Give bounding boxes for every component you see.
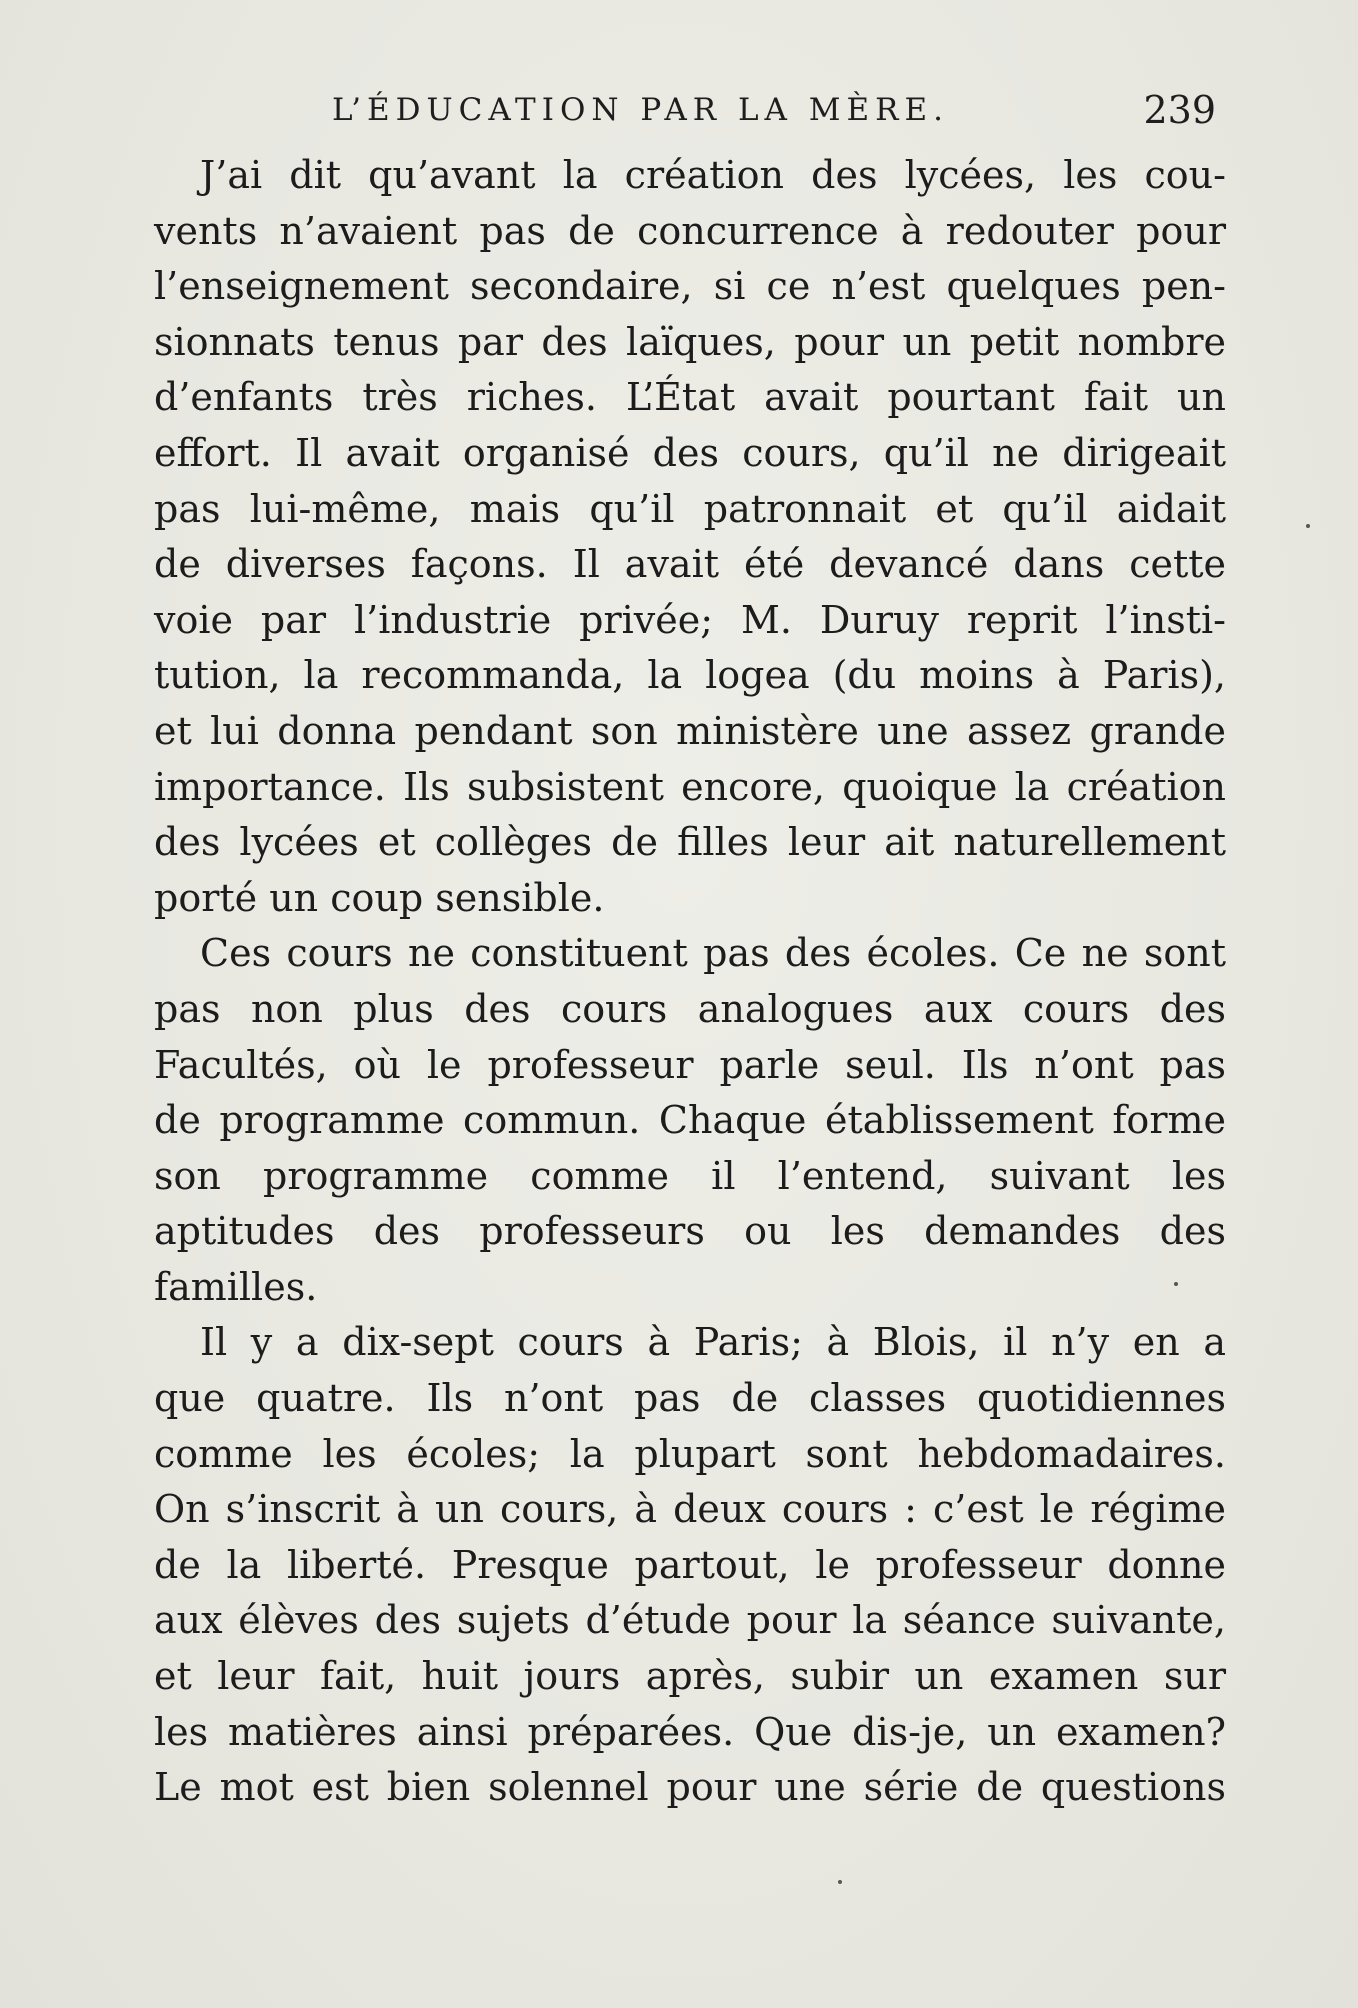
paragraph-3: [154, 1315, 1226, 1815]
text-line: importance. Ils subsistent encore, quoique la création: [154, 764, 1226, 809]
paper-speck: [1174, 1282, 1178, 1286]
text-line: pas lui-même, mais qu’il patronnait et qu’il aidait: [154, 486, 1226, 531]
text-line: de programme commun. Chaque établissement forme: [154, 1098, 1226, 1143]
running-head: [154, 88, 1216, 138]
text-line: Ces cours ne constituent pas des écoles. Ce ne sont: [200, 931, 1226, 976]
page-number: 239: [1143, 88, 1216, 132]
text-line: familles.: [154, 1264, 318, 1309]
paragraph-2: [154, 926, 1226, 1315]
text-line: Il y a dix-sept cours à Paris; à Blois, il n’y en a: [200, 1320, 1226, 1365]
text-line: l’enseignement secondaire, si ce n’est quelques pen-: [154, 264, 1226, 309]
text-line: tution, la recommanda, la logea (du moins à Paris),: [154, 653, 1226, 698]
running-title: L’ÉDUCATION PAR LA MÈRE.: [332, 92, 949, 128]
text-line: On s’inscrit à un cours, à deux cours : c’est le régime: [154, 1487, 1226, 1532]
text-line: que quatre. Ils n’ont pas de classes quotidiennes: [154, 1376, 1226, 1421]
text-line: aux élèves des sujets d’étude pour la séance suivante,: [154, 1598, 1226, 1643]
text-line: les matières ainsi préparées. Que dis-je, un examen?: [154, 1709, 1226, 1754]
text-line: et lui donna pendant son ministère une assez grande: [154, 708, 1226, 753]
text-line: vents n’avaient pas de concurrence à redouter pour: [154, 208, 1226, 253]
body-text: [154, 148, 1226, 1816]
text-line: d’enfants très riches. L’État avait pourtant fait un: [154, 375, 1226, 420]
text-line: voie par l’industrie privée; M. Duruy reprit l’insti-: [154, 597, 1226, 642]
text-line: pas non plus des cours analogues aux cours des: [154, 986, 1226, 1031]
text-line: J’ai dit qu’avant la création des lycées, les cou-: [200, 153, 1226, 197]
text-line: Facultés, où le professeur parle seul. Ils n’ont pas: [154, 1042, 1226, 1087]
text-line: sionnats tenus par des laïques, pour un petit nombre: [154, 319, 1226, 364]
text-line: des lycées et collèges de filles leur ait naturellement: [154, 820, 1226, 865]
text-line: effort. Il avait organisé des cours, qu’il ne dirigeait: [154, 430, 1226, 475]
text-line: son programme comme il l’entend, suivant les: [154, 1153, 1226, 1198]
text-line: et leur fait, huit jours après, subir un examen sur: [154, 1654, 1226, 1699]
text-line: porté un coup sensible.: [154, 875, 605, 920]
paper-speck: [838, 1880, 842, 1884]
text-line: de la liberté. Presque partout, le professeur donne: [154, 1542, 1226, 1587]
text-line: comme les écoles; la plupart sont hebdomadaires.: [154, 1431, 1226, 1476]
text-line: aptitudes des professeurs ou les demandes des: [154, 1209, 1226, 1254]
text-line: Le mot est bien solennel pour une série de questions: [154, 1765, 1226, 1810]
text-line: de diverses façons. Il avait été devancé dans cette: [154, 542, 1226, 587]
paragraph-1: [154, 148, 1226, 926]
paper-speck: [1306, 524, 1310, 528]
